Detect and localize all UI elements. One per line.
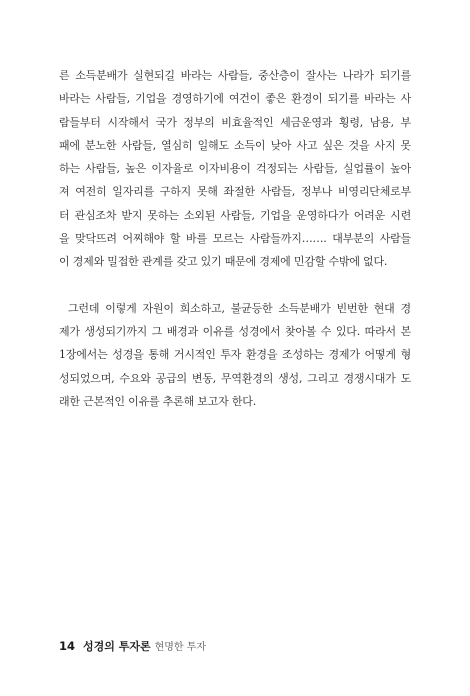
text-line: 을 맞닥뜨려 어찌해야 할 바를 모르는 사람들까지……. 대부분의 사람들 <box>59 232 411 246</box>
text-line: 람들부터 시작해서 국가 정부의 비효율적인 세금운영과 횡령, 남용, 부 <box>59 115 411 129</box>
text-line: 터 관심조차 받지 못하는 소외된 사람들, 기업을 운영하다가 어려운 시련 <box>59 208 411 222</box>
paragraph-2 <box>59 297 411 413</box>
page-number: 14 <box>59 639 76 653</box>
text-line: 하는 사람들, 높은 이자율로 이자비용이 걱정되는 사람들, 실업률이 높아 <box>59 162 411 176</box>
text-line: 제가 생성되기까지 그 배경과 이유를 성경에서 찾아볼 수 있다. 따라서 본 <box>59 324 411 338</box>
text-line: 패에 분노한 사람들, 열심히 일해도 소득이 낮아 사고 싶은 것을 사지 못 <box>59 138 411 152</box>
page-footer <box>59 638 206 654</box>
text-line: 이 경제와 밀접한 관계를 갖고 있기 때문에 경제에 민감할 수밖에 없다. <box>59 255 388 269</box>
paragraph-1 <box>59 64 411 274</box>
text-line: 성되었으며, 수요와 공급의 변동, 무역환경의 생성, 그리고 경쟁시대가 도 <box>59 371 411 385</box>
paragraph-gap <box>59 274 411 297</box>
text-line: 그런데 이렇게 자원이 희소하고, 불균등한 소득분배가 빈번한 현대 경 <box>68 301 411 315</box>
text-line: 1장에서는 성경을 통해 거시적인 투자 환경을 조성하는 경제가 어떻게 형 <box>59 348 411 362</box>
text-line: 바라는 사람들, 기업을 경영하기에 여건이 좋은 환경이 되기를 바라는 사 <box>59 92 411 106</box>
body-text <box>59 64 411 413</box>
text-line: 른 소득분배가 실현되길 바라는 사람들, 중산층이 잘사는 나라가 되기를 <box>59 69 411 82</box>
text-line: 져 여전히 일자리를 구하지 못해 좌절한 사람들, 정부나 비영리단체로부 <box>59 185 411 199</box>
book-title: 성경의 투자론 <box>83 640 151 653</box>
text-line: 래한 근본적인 이유를 추론해 보고자 한다. <box>59 394 257 408</box>
book-subtitle: 현명한 투자 <box>154 642 207 653</box>
